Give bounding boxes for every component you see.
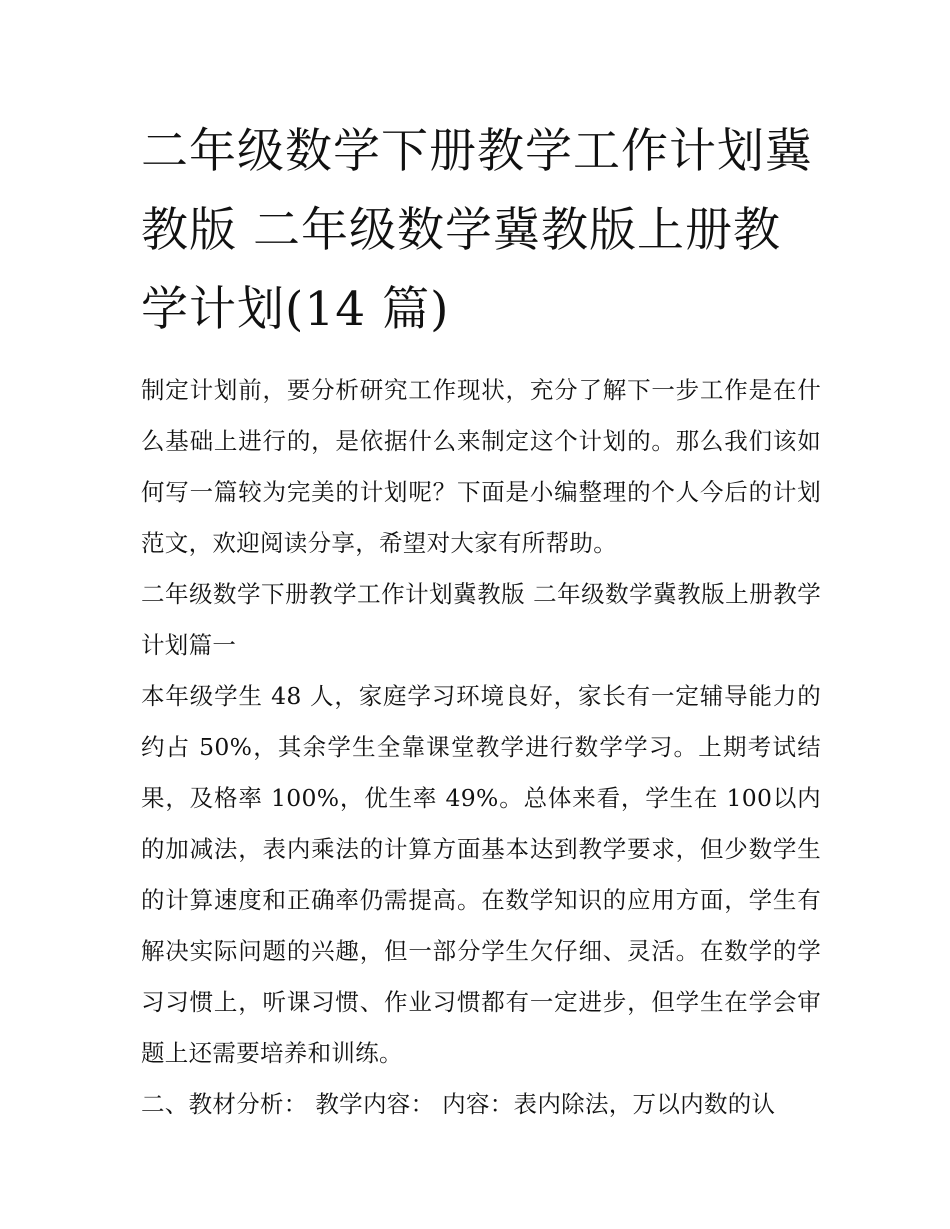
intro-paragraph: 制定计划前，要分析研究工作现状，充分了解下一步工作是在什么基础上进行的，是依据什么来制定这个计划的。那么我们该如何写一篇较为完美的计划呢？下面是小编整理的个人今后的计划范文，欢迎阅读分享，希望对大家有所帮助。 [141, 376, 821, 557]
section-heading: 二年级数学下册教学工作计划冀教版 二年级数学冀教版上册教学计划篇一 [141, 580, 821, 659]
body-paragraph: 本年级学生 48 人，家庭学习环境良好，家长有一定辅导能力的约占 50%，其余学生全靠课堂教学进行数学学习。上期考试结果，及格率 100%，优生率 49%。总体来看，学生在 100以内的加减法，表内乘法的计算方面基本达到教学要求，但少数学生的计算速度和正确率仍需提高。在数学知识的应用方面，学生有解决实际问题的兴趣，但一部分学生欠仔细、灵活。在数学的学习习惯上，听课习惯、作业习惯都有一定进步，但学生在学会审题上还需要培养和训练。 [141, 682, 821, 1067]
document-page [141, 112, 821, 1130]
body-paragraph: 二、教材分析： 教学内容： 内容：表内除法，万以内数的认 [141, 1090, 776, 1118]
document-title: 二年级数学下册教学工作计划冀教版 二年级数学冀教版上册教学计划(14 篇) [141, 124, 813, 337]
